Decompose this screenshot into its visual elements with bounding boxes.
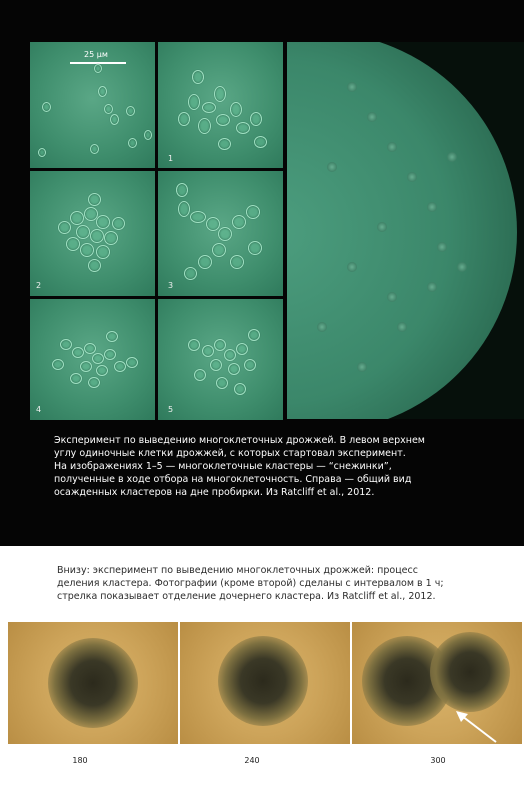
yeast-cell	[202, 345, 214, 357]
yeast-cell	[128, 138, 137, 148]
yeast-cell	[70, 373, 82, 384]
caption-line: На изображениях 1–5 — многоклеточные кластеры — “снежинки”,	[54, 461, 392, 472]
panel-number-2: 2	[36, 281, 42, 290]
time-label-180: 180	[72, 756, 88, 765]
yeast-cell	[250, 112, 262, 126]
micrograph-panel-3	[158, 171, 283, 296]
micrograph-panel-5	[158, 299, 283, 420]
yeast-colony	[48, 638, 138, 728]
top-figure-caption	[54, 434, 474, 499]
yeast-cell	[236, 122, 250, 134]
yeast-cell	[42, 102, 51, 112]
snowflake-cluster	[387, 142, 397, 152]
yeast-cell	[230, 102, 242, 117]
arrow-icon	[452, 708, 502, 744]
snowflake-cluster	[327, 162, 337, 172]
caption-line: Внизу: эксперимент по выведению многоклеточных дрожжей: процесс	[57, 565, 418, 576]
panel-number-1: 1	[168, 154, 174, 163]
snowflake-cluster	[357, 362, 367, 372]
yeast-cell	[236, 343, 248, 355]
yeast-colony	[218, 636, 308, 726]
snowflake-cluster	[447, 152, 457, 162]
yeast-cell	[88, 259, 101, 272]
time-label-300: 300	[430, 756, 446, 765]
yeast-cell	[88, 377, 100, 388]
yeast-cell	[224, 349, 236, 361]
yeast-cell	[84, 343, 96, 354]
yeast-cell	[92, 353, 104, 364]
micrograph-single-cells	[30, 42, 155, 168]
caption-line: стрелка показывает отделение дочернего кластера. Из Ratcliff et al., 2012.	[57, 591, 436, 602]
yeast-cell	[228, 363, 240, 375]
yeast-cell	[96, 365, 108, 376]
micrograph-panel-1	[158, 42, 283, 168]
yeast-cell	[184, 267, 197, 280]
bottom-figure-caption	[57, 564, 467, 603]
yeast-cell	[206, 217, 220, 231]
scale-label: 25 μм	[84, 50, 108, 59]
yeast-cell	[80, 243, 94, 257]
yeast-cell	[216, 377, 228, 389]
yeast-cell	[202, 102, 216, 113]
micrograph-panel-2	[30, 171, 155, 296]
yeast-cell	[230, 255, 244, 269]
snowflake-cluster	[397, 322, 407, 332]
yeast-cell	[70, 211, 84, 225]
yeast-cell	[188, 94, 200, 110]
yeast-cell	[58, 221, 71, 234]
yeast-cell	[66, 237, 80, 251]
caption-line: Эксперимент по выведению многоклеточных дрожжей. В левом верхнем	[54, 435, 425, 446]
cluster-photo-180	[8, 622, 178, 744]
yeast-cell	[104, 231, 118, 245]
yeast-cell	[218, 227, 232, 241]
yeast-cell	[114, 361, 126, 372]
snowflake-cluster	[347, 262, 357, 272]
snowflake-cluster	[377, 222, 387, 232]
snowflake-cluster	[367, 112, 377, 122]
yeast-cell	[210, 359, 222, 371]
snowflake-cluster	[457, 262, 467, 272]
yeast-cell	[232, 215, 246, 229]
tube-bowl	[287, 42, 517, 419]
panel-number-4: 4	[36, 405, 42, 414]
caption-line: деления кластера. Фотографии (кроме второй) сделаны с интервалом в 1 ч;	[57, 578, 444, 589]
yeast-cell	[188, 339, 200, 351]
snowflake-cluster	[407, 172, 417, 182]
yeast-cell	[198, 255, 212, 269]
yeast-cell	[216, 114, 230, 126]
yeast-cell	[90, 144, 99, 154]
yeast-cell	[178, 201, 190, 217]
caption-line: осажденных кластеров на дне пробирки. Из Ratcliff et al., 2012.	[54, 487, 375, 498]
yeast-cell	[194, 369, 206, 381]
yeast-cell	[218, 138, 231, 150]
yeast-cell	[244, 359, 256, 371]
snowflake-cluster	[427, 282, 437, 292]
micrograph-panel-4	[30, 299, 155, 420]
yeast-cell	[126, 106, 135, 116]
yeast-cell	[192, 70, 204, 84]
yeast-cell	[96, 215, 110, 229]
snowflake-cluster	[347, 82, 357, 92]
yeast-cell	[254, 136, 267, 148]
yeast-cell	[214, 339, 226, 351]
test-tube-bottom-view	[287, 42, 524, 419]
yeast-cell	[72, 347, 84, 358]
yeast-cell	[126, 357, 138, 368]
yeast-cell	[98, 86, 107, 97]
yeast-cell	[90, 229, 104, 243]
yeast-cell	[176, 183, 188, 197]
snowflake-cluster	[427, 202, 437, 212]
yeast-cell	[214, 86, 226, 102]
snowflake-cluster	[387, 292, 397, 302]
yeast-cell	[212, 243, 226, 257]
yeast-cell	[96, 245, 110, 259]
yeast-cell	[178, 112, 190, 126]
yeast-cell	[80, 361, 92, 372]
cluster-photo-240	[180, 622, 350, 744]
time-label-240: 240	[244, 756, 260, 765]
yeast-cell	[94, 64, 102, 73]
cluster-photo-300	[352, 622, 522, 744]
yeast-cell	[248, 241, 262, 255]
yeast-cell	[104, 349, 116, 360]
yeast-cell	[106, 331, 118, 342]
yeast-cell	[144, 130, 152, 140]
yeast-cell	[104, 104, 113, 114]
panel-number-5: 5	[168, 405, 174, 414]
snowflake-cluster	[317, 322, 327, 332]
snowflake-cluster	[437, 242, 447, 252]
yeast-cell	[112, 217, 125, 230]
caption-line: углу одиночные клетки дрожжей, с которых стартовал эксперимент.	[54, 448, 406, 459]
yeast-cell	[38, 148, 46, 157]
yeast-cell	[60, 339, 72, 350]
yeast-cell	[76, 225, 90, 239]
yeast-cell	[52, 359, 64, 370]
yeast-cell	[110, 114, 119, 125]
yeast-cell	[190, 211, 206, 223]
yeast-cell	[248, 329, 260, 341]
yeast-cell	[198, 118, 211, 134]
yeast-cell	[246, 205, 260, 219]
yeast-cell	[88, 193, 101, 206]
caption-line: полученные в ходе отбора на многоклеточность. Справа — общий вид	[54, 474, 412, 485]
panel-number-3: 3	[168, 281, 174, 290]
yeast-cell	[234, 383, 246, 395]
daughter-colony	[430, 632, 510, 712]
